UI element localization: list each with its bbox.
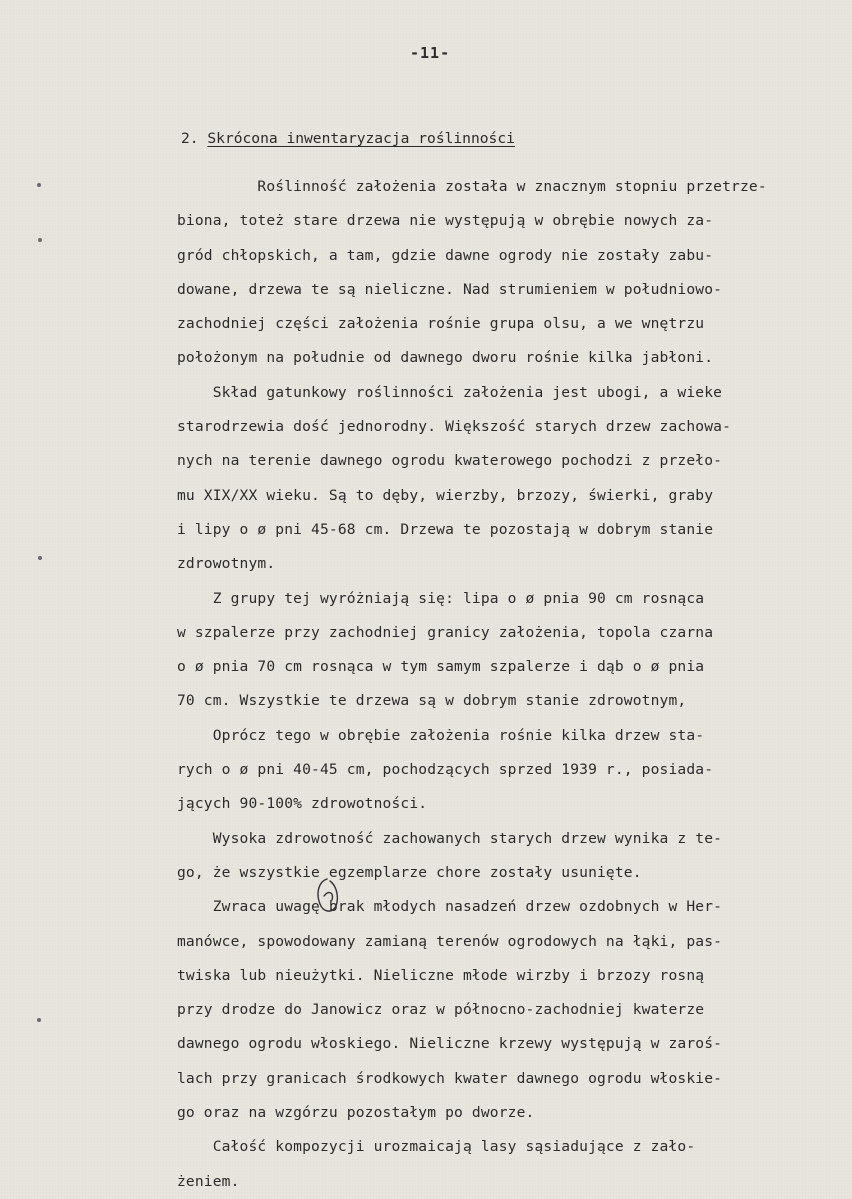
margin-mark [37, 183, 41, 187]
body-text [177, 170, 837, 1199]
text-line: Roślinność założenia została w znacznym stopniu przetrze- [177, 178, 767, 195]
text-line: Oprócz tego w obrębie założenia rośnie kilka drzew sta- [177, 726, 705, 744]
text-line: o ø pnia 70 cm rosnąca w tym samym szpalerze i dąb o ø pnia [177, 658, 705, 676]
text-line: lach przy granicach środkowych kwater dawnego ogrodu włoskie- [177, 1069, 723, 1087]
text-line: gród chłopskich, a tam, gdzie dawne ogrody nie zostały zabu- [177, 246, 714, 264]
text-line: rych o ø pni 40-45 cm, pochodzących sprzed 1939 r., posiada- [177, 761, 714, 779]
text-line: twiska lub nieużytki. Nieliczne młode wirzby i brzozy rosną [177, 966, 705, 984]
text-line: położonym na południe od dawnego dworu rośnie kilka jabłoni. [177, 349, 714, 367]
margin-mark [37, 1018, 41, 1022]
page-number: -11- [410, 44, 451, 62]
text-line: zdrowotnym. [177, 555, 276, 573]
text-line: dowane, drzewa te są nieliczne. Nad strumieniem w południowo- [177, 280, 723, 298]
text-line: dawnego ogrodu włoskiego. Nieliczne krzewy występują w zaroś- [177, 1035, 723, 1053]
text-line: żeniem. [177, 1172, 240, 1190]
margin-mark [38, 238, 42, 242]
section-number: 2. [181, 130, 199, 147]
text-line: go oraz na wzgórzu pozostałym po dworze. [177, 1104, 535, 1122]
text-line: 70 cm. Wszystkie te drzewa są w dobrym stanie zdrowotnym, [177, 692, 687, 710]
section-heading [181, 130, 515, 147]
text-line: w szpalerze przy zachodniej granicy założenia, topola czarna [177, 623, 714, 641]
text-line: starodrzewia dość jednorodny. Większość starych drzew zachowa- [177, 418, 732, 436]
text-line: manówce, spowodowany zamianą terenów ogrodowych na łąki, pas- [177, 932, 723, 950]
text-line: Całość kompozycji urozmaicają lasy sąsiadujące z zało- [177, 1138, 696, 1156]
text-line: nych na terenie dawnego ogrodu kwaterowego pochodzi z przeło- [177, 452, 723, 470]
text-line: Wysoka zdrowotność zachowanych starych drzew wynika z te- [177, 829, 723, 847]
section-title: Skrócona inwentaryzacja roślinności [207, 130, 515, 147]
margin-mark [38, 556, 42, 560]
text-line: Zwraca uwagę brak młodych nasadzeń drzew ozdobnych w Her- [177, 898, 723, 916]
text-line: go, że wszystkie egzemplarze chore zostały usunięte. [177, 863, 642, 881]
text-line: jących 90-100% zdrowotności. [177, 795, 428, 813]
text-line: Z grupy tej wyróżniają się: lipa o ø pnia 90 cm rosnąca [177, 589, 705, 607]
text-line: przy drodze do Janowicz oraz w północno-zachodniej kwaterze [177, 1001, 705, 1019]
text-line: i lipy o ø pni 45-68 cm. Drzewa te pozostają w dobrym stanie [177, 520, 714, 538]
text-line: Skład gatunkowy roślinności założenia jest ubogi, a wieke [177, 383, 723, 401]
text-line: mu XIX/XX wieku. Są to dęby, wierzby, brzozy, świerki, graby [177, 486, 714, 504]
text-line: bionа, toteż stare drzewa nie występują w obrębie nowych za- [177, 212, 714, 230]
text-line: zachodniej części założenia rośnie grupa olsu, a we wnętrzu [177, 315, 705, 333]
handwritten-correction-mark [312, 876, 342, 918]
